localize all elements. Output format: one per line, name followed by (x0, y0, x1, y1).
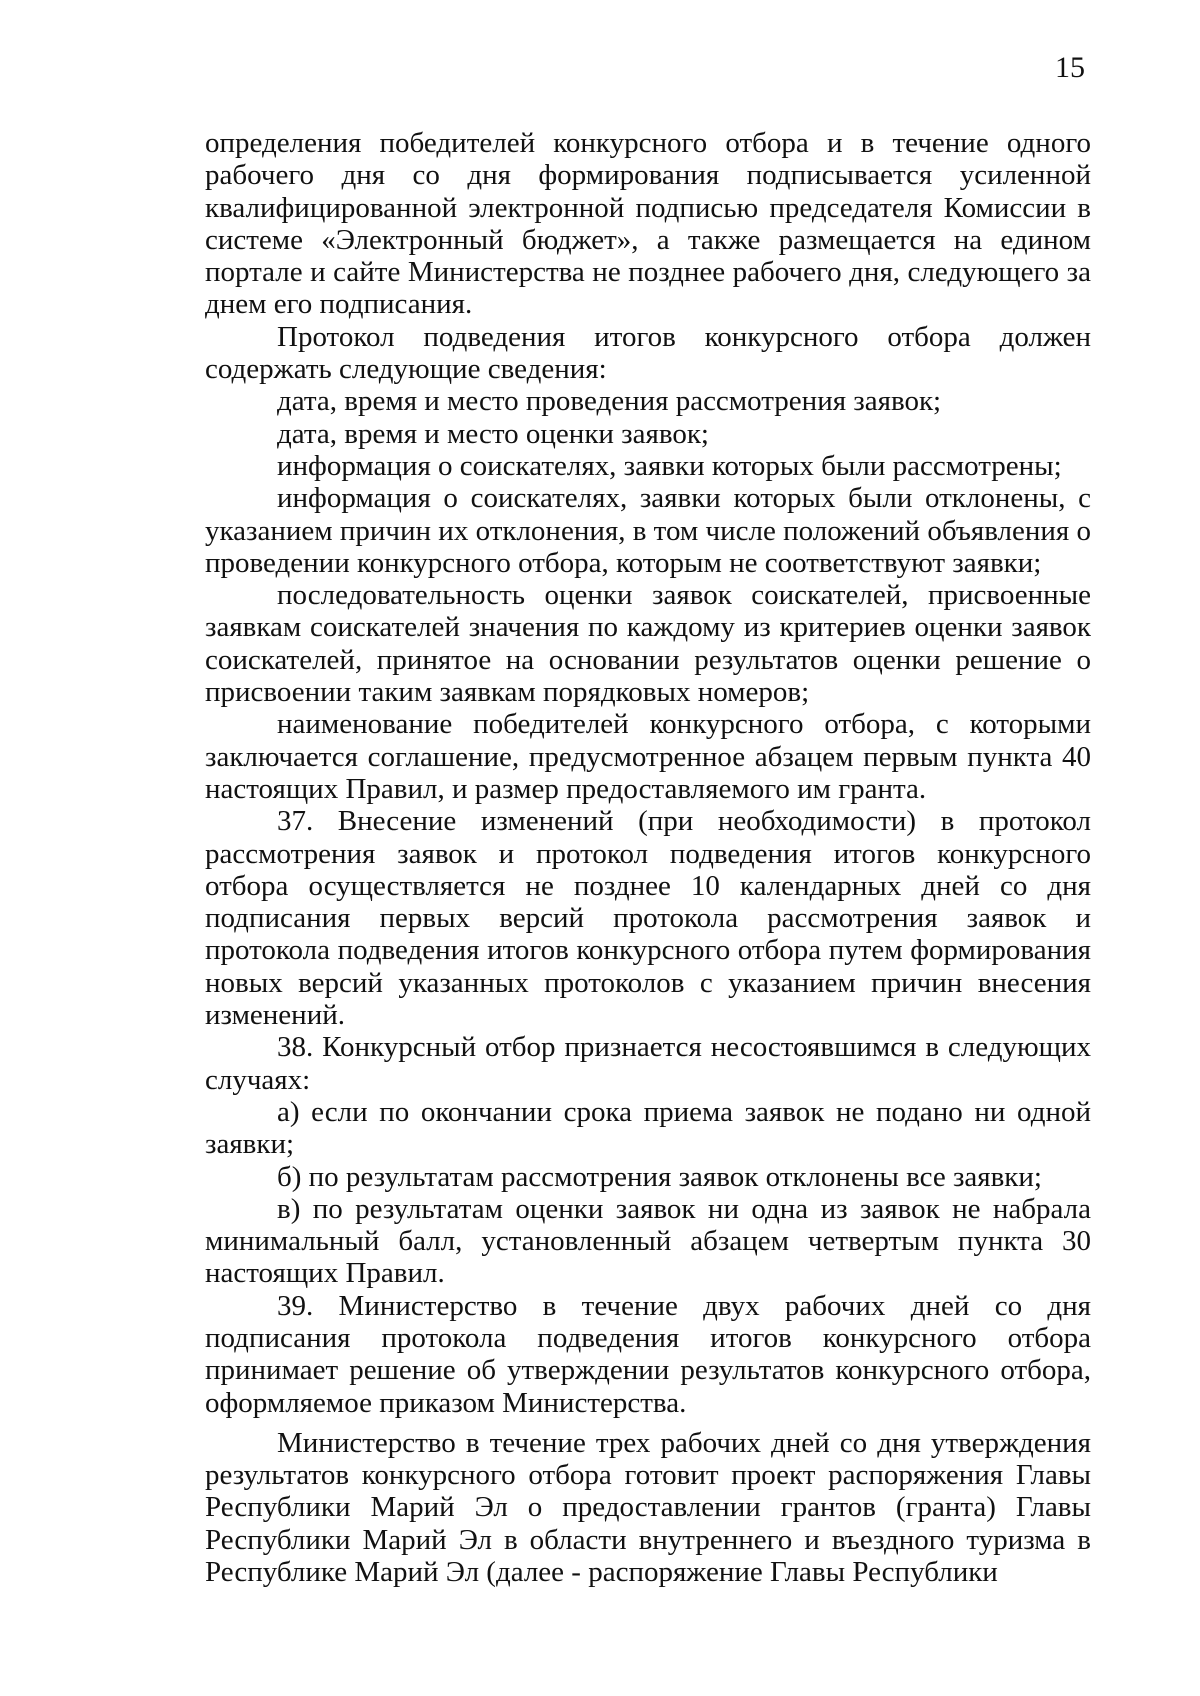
paragraph-protocol-signing: определения победителей конкурсного отбора и в течение одного рабочего дня со дня формирования подписывается усиленной квалифицированной электронной подписью председателя Комиссии в системе «Электронный бюджет», а также размещается на едином портале и сайте Министерства не позднее рабочего дня, следующего за днем его подписания. (205, 127, 1091, 321)
clause-39: 39. Министерство в течение двух рабочих дней со дня подписания протокола подведения итогов конкурсного отбора принимает решение об утверждении результатов конкурсного отбора, оформляемое приказом Министерства. (205, 1289, 1091, 1419)
paragraph-protocol-contents: Протокол подведения итогов конкурсного отбора должен содержать следующие сведения: (205, 320, 1091, 386)
list-item-evaluation-sequence: последовательность оценки заявок соискателей, присвоенные заявкам соискателей значения по каждому из критериев оценки заявок соискателей, принятое на основании результатов оценки решение о присвоении таким заявкам порядковых номеров; (205, 579, 1091, 709)
list-item-rejected-applicants: информация о соискателях, заявки которых были отклонены, с указанием причин их отклонения, в том числе положений объявления о проведении конкурсного отбора, которым не соответствуют заявки; (205, 482, 1091, 579)
clause-38-item-c: в) по результатам оценки заявок ни одна из заявок не набрала минимальный балл, установленный абзацем четвертым пункта 30 настоящих Правил. (205, 1192, 1091, 1290)
list-item-reviewed-applicants: информация о соискателях, заявки которых были рассмотрены; (277, 449, 1062, 482)
clause-38: 38. Конкурсный отбор признается несостоявшимся в следующих случаях: (205, 1031, 1091, 1096)
document-body (205, 127, 1091, 1588)
page-number: 15 (1055, 51, 1085, 84)
clause-38-item-a: а) если по окончании срока приема заявок не подано ни одной заявки; (205, 1095, 1091, 1161)
clause-39-continuation: Министерство в течение трех рабочих дней со дня утверждения результатов конкурсного отбора готовит проект распоряжения Главы Республики Марий Эл о предоставлении грантов (гранта) Главы Республики Марий Эл в области внутреннего и въездного туризма в Республике Марий Эл (далее - распоряжение Главы Республики (205, 1426, 1091, 1589)
list-item-review-date: дата, время и место проведения рассмотрения заявок; (277, 385, 942, 418)
list-item-winners: наименование победителей конкурсного отбора, с которыми заключается соглашение, предусмотренное абзацем первым пункта 40 настоящих Правил, и размер предоставляемого им гранта. (205, 708, 1091, 805)
clause-37: 37. Внесение изменений (при необходимости) в протокол рассмотрения заявок и протокол подведения итогов конкурсного отбора осуществляется не позднее 10 календарных дней со дня подписания первых версий протокола рассмотрения заявок и протокола подведения итогов конкурсного отбора путем формирования новых версий указанных протоколов с указанием причин внесения изменений. (205, 805, 1091, 1032)
list-item-evaluation-date: дата, время и место оценки заявок; (277, 417, 709, 450)
clause-38-item-b: б) по результатам рассмотрения заявок отклонены все заявки; (277, 1160, 1042, 1193)
